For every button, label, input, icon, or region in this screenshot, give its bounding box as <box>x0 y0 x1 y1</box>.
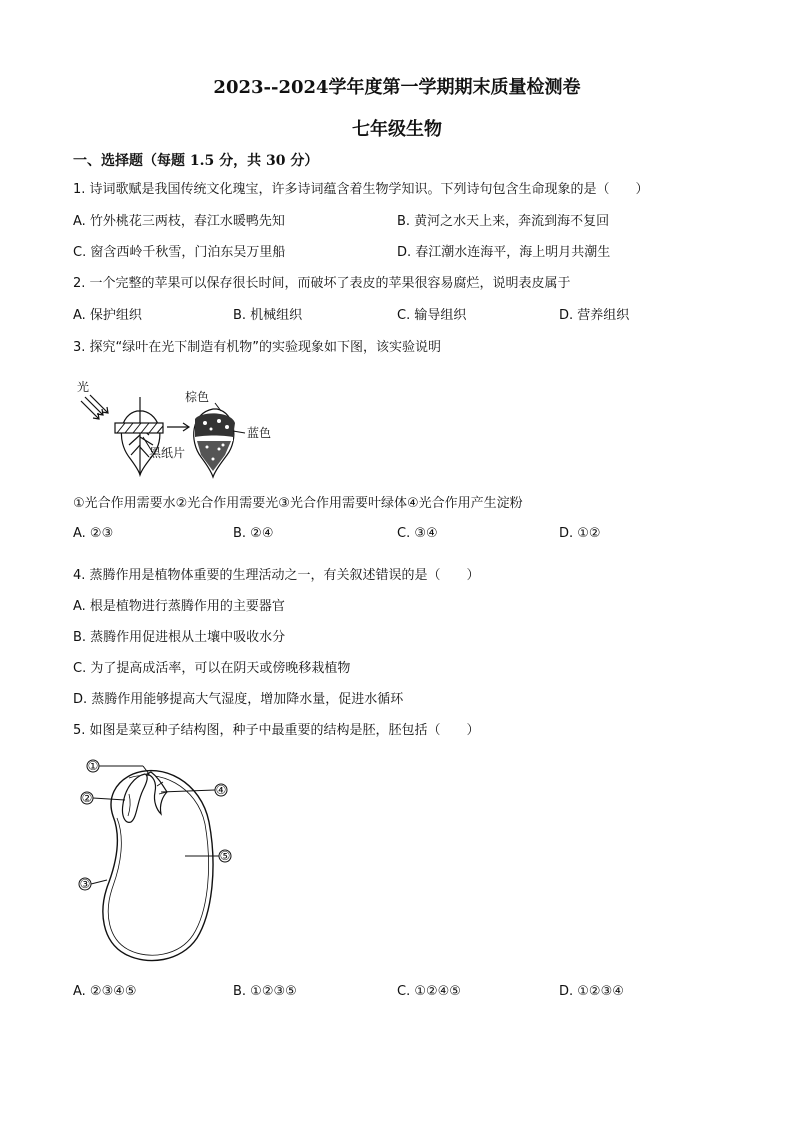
question-1-option-b: B. 黄河之水天上来，奔流到海不复回 <box>397 214 610 229</box>
question-5-stem: 5. 如图是菜豆种子结构图，种子中最重要的结构是胚，胚包括（ ） <box>73 723 480 738</box>
question-3-option-c: C. ③④ <box>397 526 438 541</box>
exam-title: 2023--2024学年度第一学期期末质量检测卷 <box>213 77 581 98</box>
question-4-option-c: C. 为了提高成活率，可以在阴天或傍晚移栽植物 <box>73 661 351 676</box>
question-3-option-d: D. ①② <box>559 526 601 541</box>
question-3-option-a: A. ②③ <box>73 526 114 541</box>
subject-title: 七年级生物 <box>352 119 442 140</box>
question-1-option-a: A. 竹外桃花三两枝，春江水暖鸭先知 <box>73 214 285 229</box>
question-2-stem: 2. 一个完整的苹果可以保存很长时间，而破坏了表皮的苹果很容易腐烂，说明表皮属于 <box>73 276 571 291</box>
question-5-option-a: A. ②③④⑤ <box>73 984 137 999</box>
question-2-option-c: C. 输导组织 <box>397 308 467 323</box>
black-paper-label: 黑纸片 <box>149 446 186 460</box>
blue-label: 蓝色 <box>247 426 272 440</box>
light-label: 光 <box>77 380 90 394</box>
question-2-option-d: D. 营养组织 <box>559 308 630 323</box>
question-5-option-b: B. ①②③⑤ <box>233 984 297 999</box>
question-2-option-a: A. 保护组织 <box>73 308 142 323</box>
question-1-option-c: C. 窗含西岭千秋雪，门泊东吴万里船 <box>73 245 286 260</box>
light-arrows-icon <box>81 395 108 419</box>
radicle-shape <box>122 774 147 822</box>
process-arrow-icon <box>167 423 189 431</box>
question-3-option-b: B. ②④ <box>233 526 274 541</box>
question-3-stem: 3. 探究“绿叶在光下制造有机物”的实验现象如下图，该实验说明 <box>73 340 442 355</box>
leaf-experiment-figure <box>73 375 283 480</box>
black-paper-strip-icon <box>115 423 163 433</box>
question-2-option-b: B. 机械组织 <box>233 308 303 323</box>
blue-pointer-line <box>233 431 245 433</box>
leaf-before-icon <box>121 397 159 475</box>
seed-label-3: ③ <box>79 877 91 891</box>
question-1-stem: 1. 诗词歌赋是我国传统文化瑰宝，许多诗词蕴含着生物学知识。下列诗句包含生命现象的是（ ） <box>73 182 649 197</box>
seed-label-5: ⑤ <box>219 849 231 863</box>
brown-label: 棕色 <box>185 390 210 404</box>
question-4-option-b: B. 蒸腾作用促进根从土壤中吸收水分 <box>73 630 286 645</box>
seed-label-4: ④ <box>215 783 227 797</box>
question-5-option-c: C. ①②④⑤ <box>397 984 461 999</box>
bean-seed-figure <box>73 752 253 972</box>
question-4-option-d: D. 蒸腾作用能够提高大气湿度，增加降水量，促进水循环 <box>73 692 404 707</box>
question-4-stem: 4. 蒸腾作用是植物体重要的生理活动之一，有关叙述错误的是（ ） <box>73 568 480 583</box>
leaf-after-icon <box>194 409 235 477</box>
section-heading: 一、选择题（每题 1.5 分，共 30 分） <box>73 153 319 169</box>
seed-label-1: ① <box>87 759 99 773</box>
question-1-option-d: D. 春江潮水连海平，海上明月共潮生 <box>397 245 611 260</box>
question-5-option-d: D. ①②③④ <box>559 984 624 999</box>
question-3-statements: ①光合作用需要水②光合作用需要光③光合作用需要叶绿体④光合作用产生淀粉 <box>73 496 523 511</box>
seed-label-2: ② <box>81 791 93 805</box>
question-4-option-a: A. 根是植物进行蒸腾作用的主要器官 <box>73 599 285 614</box>
